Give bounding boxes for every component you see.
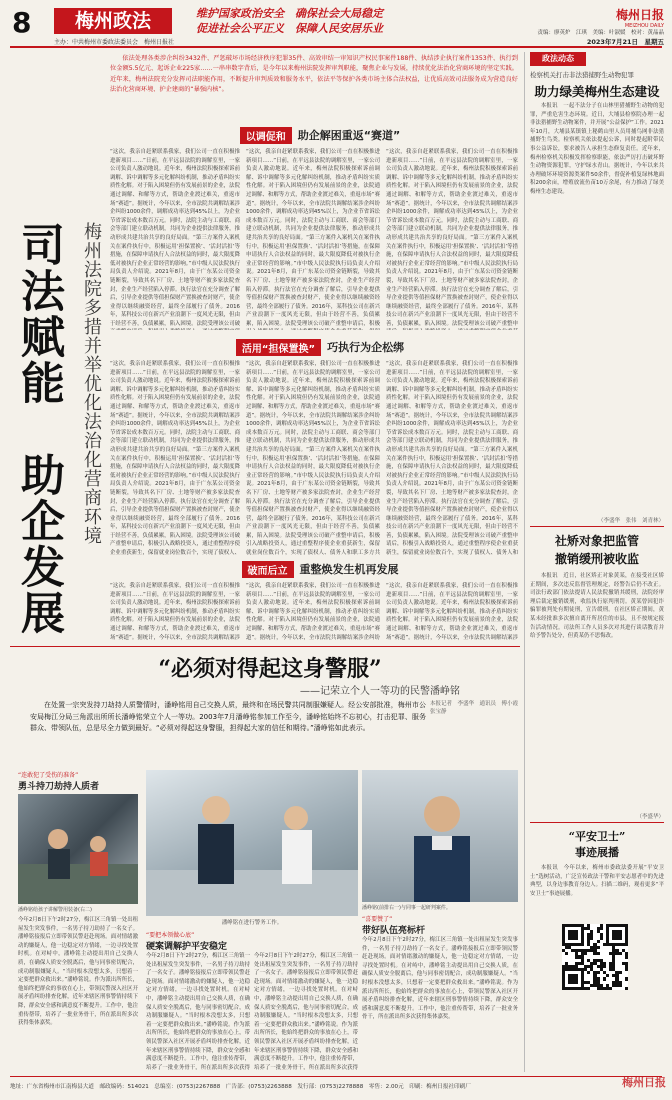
masthead	[0, 0, 672, 46]
feature-col-3: 今年2月8日下午2时27分，梅江区三角镇一处出租屋发生突发事件，一名男子持刀劫持了一名女子。潘峥铭接报后立即带领民警赶赴现场。面对情绪激动的嫌疑人，他一边稳定对方情绪，一边寻找处置时机。在对峙中，潘峥铭主动提出用自己交换人质，在确保人质安全脱离后，他与同事密切配合，成功制服嫌疑人。“当时根本没想太多，只想着一定要把群众救出来。”潘峥铭说。作为派出所所长，他始终把群众的事放在心上，带领民警深入社区开展矛盾纠纷排查化解，近年来辖区刑事警情持续下降，群众安全感和满意度不断提升。工作中，他注重传帮带，培养了一批业务骨干，所在派出所多次获得	[254, 953, 358, 1070]
article2-title-2: 撤销缓刑被收监	[554, 552, 639, 566]
logo	[566, 6, 664, 29]
article2-byline: （李盛华）	[636, 814, 664, 820]
article2-body: 本报讯 近日，社区矫正对象黄某，在接受社区矫正期间，多次违反监督管理规定，经警告后仍不改正。司法行政部门依法提请人民法院撤销其缓刑，法院经审理后裁定撤销缓刑，收监执行原判刑罚。黄某曾因犯诈骗罪被判处有期徒刑，宣告缓刑。在社区矫正期间，黄某未经批准多次擅自离开所居住的市县，且不按规定报告活动情况。司法所工作人员多次对其进行谈话教育并给予警告处分，但黄某仍不思悔改。	[530, 573, 664, 640]
lead-story	[10, 52, 520, 642]
issue-date: 2023年7月21日 星期五	[586, 38, 664, 46]
box2-title: 硬案调解护平安稳定	[146, 942, 228, 952]
article3-body: 本报讯 今年以来，梅州市委政法委开展“平安卫士”选树活动，广泛宣传政法干警和平安志愿者中的先进典型，以身边事教育身边人。扫描二维码，观看更多“平安卫士”事迹展播。	[530, 865, 664, 897]
footer-text: 地址：广东省梅州市江南梅县大道 邮政编码：514021 总编室：(0753)2267888 广告部：(0753)2263888 发行部：(0753)2278888 零售：2.00元 印刷：梅州日报社印刷厂	[10, 1084, 471, 1090]
editors: 责编：廖英炉 江琪 美编：叶淑媛 校对：黄晶晶	[537, 30, 664, 36]
lead-body-7: “这次，我亲自赶紧联系我家，我们公司一直在积极推进新项目……”日前，在平远县法院的调解室里，一家公司负责人激动地说。近年来，梅州法院积极探索诉前调解、诉中调解等多元化解纠纷机制，推动矛盾纠纷实质性化解。对于陷入困境但仍有发展前景的企业，法院通过调解、和解等方式，帮助企业渡过难关，重返市场“赛道”。据统计，今年以来，全市法院共调解结案涉	[110, 583, 240, 641]
slogan-1a: 维护国家政治安全	[196, 7, 284, 20]
article1-byline: （李盛华 张伟 刘青林）	[597, 518, 664, 524]
feature-box2-head	[146, 930, 276, 952]
article1-sub: 检察机关打击非法猎捕野生动物犯罪	[530, 71, 634, 79]
section-title: 梅州政法	[54, 8, 172, 34]
sidebar	[530, 52, 664, 1072]
feature-col-2: 今年2月8日下午2时27分，梅江区三角镇一处出租屋发生突发事件，一名男子持刀劫持了一名女子。潘峥铭接报后立即带领民警赶赴现场。面对情绪激动的嫌疑人，他一边稳定对方情绪，一边寻找处置时机。在对峙中，潘峥铭主动提出用自己交换人质，在确保人质安全脱离后，他与同事密切配合，成功制服嫌疑人。“当时根本没想太多，只想着一定要把群众救出来。”潘峥铭说。作为派出所所长，他始终把群众的事放在心上，带领民警深入社区开展矛盾纠纷排查化解，近年来辖区刑事警情持续下降，群众安全感和满意度不断提升。工作中，他注重传帮带，培养了一批业务骨干，所在派出所多次获得	[146, 953, 250, 1070]
photo-caption-mid: 潘峥铭在进行警务工作。	[221, 920, 283, 926]
slogan-2a: 促进社会公平正义	[196, 22, 284, 35]
section2-title: 巧执行为企松绑	[327, 341, 405, 354]
box3-title: 带好队伍亮标杆	[362, 926, 426, 936]
photo-police-work-icon	[146, 770, 358, 916]
lead-body-6: “这次，我亲自赶紧联系我家，我们公司一直在积极推进新项目……”日前，在平远县法院的调解室里，一家公司负责人激动地说。近年来，梅州法院积极探索诉前调解、诉中调解等多元化解纠纷机制，推动矛盾纠纷实质性化解。对于陷入困境但仍有发展前景的企业，法院通过调解、和解等方式，帮助企业渡过难关，重返市场“赛道”。据统计，今年以来，全市法院共调解结案涉企纠纷1000余件，调解成功率达到45%以上，为企业节省诉讼成本数百万元。同时，法院主动与工商联、商会等部门建立联动机制，共同为企业提供法律服务，推动形成共建共治共享的良好局面。“第三方案件入案机关在案件执行中，积极运用‘担保置换’、‘活封活扣’等措施，在保障申请执行人合法权益的同时，最大限度降低对被执行企业正常经营的影响。”市中级人民法院执行局负责人介绍说。2021年8月，由于广东某公司资金链断裂，导致其名下厂房、土地等财产被多家法院查封，企业生产经营陷入停滞。执行法官在充分调查了解后，引导企业提供等值担保财产置换被查封财产，使企业得以继续融资经营，最终全部履行了债务。2016年，某科技公司在新兴产业浪潮下一度风光无限，但由于经营不善，负债累累，陷入困境。法院受理该公司破产重整申请后，积极引入战略投资人，通过重整程序使企业重获新生，保留就业岗位数百个，实现了债权人、债务人和	[386, 361, 518, 556]
section3-title: 重整焕发生机再发展	[299, 563, 399, 576]
lead-subhead-vertical: 梅州法院多措并举优化法治化营商环境	[81, 222, 102, 545]
article1-title: 助力绿美梅州生态建设	[534, 84, 660, 99]
feature-story	[10, 652, 524, 1072]
page-number: 8	[12, 6, 32, 39]
sponsors: 主办：中共梅州市委政法委员会 梅州日报社	[54, 39, 175, 46]
lead-headline-vertical: 司法赋能 助企发展	[13, 222, 64, 636]
photo-kids-equipment	[18, 794, 138, 904]
feature-col-1: 今年2月8日下午2时27分，梅江区三角镇一处出租屋发生突发事件，一名男子持刀劫持了一名女子。潘峥铭接报后立即带领民警赶赴现场。面对情绪激动的嫌疑人，他一边稳定对方情绪，一边寻找处置时机。在对峙中，潘峥铭主动提出用自己交换人质，在确保人质安全脱离后，他与同事密切配合，成功制服嫌疑人。“当时根本没想太多，只想着一定要把群众救出来。”潘峥铭说。作为派出所所长，他始终把群众的事放在心上，带领民警深入社区开展矛盾纠纷排查化解，近年来辖区刑事警情持续下降，群众安全感和满意度不断提升。工作中，他注重传帮带，培养了一批业务骨干，所在派出所多次获得集体嘉奖。	[18, 917, 138, 1027]
lead-section2-head	[160, 338, 480, 356]
sidebar-rule-1	[530, 526, 664, 527]
lead-intro: 依法处理各类涉企纠纷3432件、严惩破坏市场经济秩序犯罪35件、高效审结一审知识产权民事案件188件、执结涉企执行案件1353件、执行到位金额5.5亿元、起诉企业225家……一串串数字背后，是今年以来梅州法院发挥审判职能，聚焦企业与发展，持续优化法治化营商环境的坚定实践。近年来，梅州法院充分发挥司法职能作用，不断提升审判质效和服务水平，依法平等保护各类市场主体合法权益，让优质高效司法服务成为营造良好法治化营商环境、护企建商的“暴强内核”。	[110, 55, 518, 94]
slogan-2b: 保障人民安居乐业	[295, 22, 383, 35]
lead-body-2: “这次，我亲自赶紧联系我家，我们公司一直在积极推进新项目……”日前，在平远县法院的调解室里，一家公司负责人激动地说。近年来，梅州法院积极探索诉前调解、诉中调解等多元化解纠纷机制，推动矛盾纠纷实质性化解。对于陷入困境但仍有发展前景的企业，法院通过调解、和解等方式，帮助企业渡过难关，重返市场“赛道”。据统计，今年以来，全市法院共调解结案涉企纠纷1000余件，调解成功率达到45%以上，为企业节省诉讼成本数百万元。同时，法院主动与工商联、商会等部门建立联动机制，共同为企业提供法律服务，推动形成共建共治共享的良好局面。“第三方案件入案机关在案件执行中，积极运用‘担保置换’、‘活封活扣’等措施，在保障申请执行人合法权益的同时，最大限度降低对被执行企业正常经营的影响。”市中级人民法院执行局负责人介绍说。2021年8月，由于广东某公司资金链断裂，导致其名下厂房、土地等财产被多家法院查封，企业生产经营陷入停滞。执行法官在充分调查了解后，引导企业提供等值担保财产置换被查封财产，使企业得以继续融资经营，最终全部履行了债务。2016年，某科技公司在新兴产业浪潮下一度风光无限，但由于经营不善，负债累累，陷入困境。法院受理该公司破产重整申请后，积极	[246, 149, 380, 327]
photo-police-work	[146, 770, 358, 916]
lead-body-4: “这次，我亲自赶紧联系我家，我们公司一直在积极推进新项目……”日前，在平远县法院的调解室里，一家公司负责人激动地说。近年来，梅州法院积极探索诉前调解、诉中调解等多元化解纠纷机制，推动矛盾纠纷实质性化解。对于陷入困境但仍有发展前景的企业，法院通过调解、和解等方式，帮助企业渡过难关，重返市场“赛道”。据统计，今年以来，全市法院共调解结案涉企纠纷1000余件，调解成功率达到45%以上，为企业节省诉讼成本数百万元。同时，法院主动与工商联、商会等部门建立联动机制，共同为企业提供法律服务，推动形成共建共治共享的良好局面。“第三方案件入案机关在案件执行中，积极运用‘担保置换’、‘活封活扣’等措施，在保障申请执行人合法权益的同时，最大限度降低对被执行企业正常经营的影响。”市中级人民法院执行局负责人介绍说。2021年8月，由于广东某公司资金链断裂，导致其名下厂房、土地等财产被多家法院查封，企业生产经营陷入停滞。执行法官在充分调查了解后，引导企业提供等值担保财产置换被查封财产，使企业得以继续融资经营，最终全部履行了债务。2016年，某科技公司在新兴产业浪潮下一度风光无限，但由于经营不善，负债累累，陷入困境。法院受理该公司破产重整申请后，积极引入战略投资人，通过重整程序使企业重获新生，保留就业岗位数百个，实现了债权人、	[110, 361, 240, 556]
sidebar-tag: 政法动态	[530, 52, 586, 66]
logo-en: MEIZHOU DAILY	[624, 23, 664, 29]
logo-text: 梅州日报	[615, 8, 664, 22]
photo-officer-portrait	[362, 770, 518, 902]
article3-title-1: “平安卫士”	[568, 830, 626, 843]
photo-caption-left: 潘峥铭给孩子讲解警用装备(右二)	[18, 907, 92, 913]
lead-section1-head	[160, 126, 480, 144]
masthead-rule	[10, 46, 662, 48]
footer-watermark: 梅州日报	[622, 1076, 666, 1089]
section3-tag: 破而后立	[242, 561, 294, 578]
feature-headline: “必须对得起这身警服”	[158, 656, 382, 682]
box1-title: 勇斗持刀劫持人质者	[18, 782, 100, 792]
article2-title-1: 社矫对象把监管	[554, 534, 639, 548]
photo-officer-portrait-icon	[362, 770, 518, 902]
lead-body-3: “这次，我亲自赶紧联系我家，我们公司一直在积极推进新项目……”日前，在平远县法院的调解室里，一家公司负责人激动地说。近年来，梅州法院积极探索诉前调解、诉中调解等多元化解纠纷机制，推动矛盾纠纷实质性化解。对于陷入困境但仍有发展前景的企业，法院通过调解、和解等方式，帮助企业渡过难关，重返市场“赛道”。据统计，今年以来，全市法院共调解结案涉企纠纷1000余件，调解成功率达到45%以上，为企业节省诉讼成本数百万元。同时，法院主动与工商联、商会等部门建立联动机制，共同为企业提供法律服务，推动形成共建共治共享的良好局面。“第三方案件入案机关在案件执行中，积极运用‘担保置换’、‘活封活扣’等措施，在保障申请执行人合法权益的同时，最大限度降低对被执行企业正常经营的影响。”市中级人民法院执行局负责人介绍说。2021年8月，由于广东某公司资金链断裂，导致其名下厂房、土地等财产被多家法院查封，企业生产经营陷入停滞。执行法官在充分调查了解后，引导企业提供等值担保财产置换被查封财产，使企业得以继续融资经营，最终全部履行了债务。2016年，某科技公司在新兴产业浪潮下一度风光无限，但由于经营不善，负债累累，陷入困境。法院受理该公司破产重整申	[386, 149, 518, 327]
column-divider	[524, 52, 525, 1072]
lead-body-1: “这次，我亲自赶紧联系我家，我们公司一直在积极推进新项目……”日前，在平远县法院的调解室里，一家公司负责人激动地说。近年来，梅州法院积极探索诉前调解、诉中调解等多元化解纠纷机制，推动矛盾纠纷实质性化解。对于陷入困境但仍有发展前景的企业，法院通过调解、和解等方式，帮助企业渡过难关，重返市场“赛道”。据统计，今年以来，全市法院共调解结案涉企纠纷1000余件，调解成功率达到45%以上，为企业节省诉讼成本数百万元。同时，法院主动与工商联、商会等部门建立联动机制，共同为企业提供法律服务，推动形成共建共治共享的良好局面。“第三方案件入案机关在案件执行中，积极运用‘担保置换’、‘活封活扣’等措施，在保障申请执行人合法权益的同时，最大限度降低对被执行企业正常经营的影响。”市中级人民法院执行局负责人介绍说。2021年8月，由于广东某公司资金链断裂，导致其名下厂房、土地等财产被多家法院查封，企业生产经营陷入停滞。执行法官在充分调查了解后，引导企业提供等值担保财产置换被查封财产，使企业得以继续融资经营，最终全部履行了债务。2016年，某科技公司在新兴产业浪潮下一度风光无限，但由于经营不善，负债累累，陷入困境。法院受理该公司破	[110, 149, 240, 327]
lead-body-5: “这次，我亲自赶紧联系我家，我们公司一直在积极推进新项目……”日前，在平远县法院的调解室里，一家公司负责人激动地说。近年来，梅州法院积极探索诉前调解、诉中调解等多元化解纠纷机制，推动矛盾纠纷实质性化解。对于陷入困境但仍有发展前景的企业，法院通过调解、和解等方式，帮助企业渡过难关，重返市场“赛道”。据统计，今年以来，全市法院共调解结案涉企纠纷1000余件，调解成功率达到45%以上，为企业节省诉讼成本数百万元。同时，法院主动与工商联、商会等部门建立联动机制，共同为企业提供法律服务，推动形成共建共治共享的良好局面。“第三方案件入案机关在案件执行中，积极运用‘担保置换’、‘活封活扣’等措施，在保障申请执行人合法权益的同时，最大限度降低对被执行企业正常经营的影响。”市中级人民法院执行局负责人介绍说。2021年8月，由于广东某公司资金链断裂，导致其名下厂房、土地等财产被多家法院查封，企业生产经营陷入停滞。执行法官在充分调查了解后，引导企业提供等值担保财产置换被查封财产，使企业得以继续融资经营，最终全部履行了债务。2016年，某科技公司在新兴产业浪潮下一度风光无限，但由于经营不善，负债累累，陷入困境。法院受理该公司破产重整申请后，积极引入战略投资人，通过重整程序使企业重获新生，保留就业岗位数百个，实现了债权人、债务人和职工多方共	[246, 361, 380, 556]
feature-byline: 本报记者 李盛华 通讯员 傅小霞 张宝静	[430, 701, 524, 715]
lead-bottom-rule	[10, 646, 520, 647]
box1-tag: “连敢犯了受伤的准备”	[18, 772, 79, 779]
slogan-1b: 确保社会大局稳定	[295, 7, 383, 20]
lead-body-9: “这次，我亲自赶紧联系我家，我们公司一直在积极推进新项目……”日前，在平远县法院的调解室里，一家公司负责人激动地说。近年来，梅州法院积极探索诉前调解、诉中调解等多元化解纠纷机制，推动矛盾纠纷实质性化解。对于陷入困境但仍有发展前景的企业，法院通过调解、和解等方式，帮助企业渡过难关，重返市场“赛道”。据统计，今年以来，全市法院共调解结案涉	[386, 583, 518, 641]
slogan	[196, 6, 383, 36]
photo-caption-top: 潘峥铭(前排右一)与同事一起研判案件。	[362, 905, 451, 911]
footer-rule	[10, 1076, 662, 1077]
feature-box3-head	[362, 914, 518, 936]
photo-kids-equipment-icon	[18, 794, 138, 904]
lead-body-8: “这次，我亲自赶紧联系我家，我们公司一直在积极推进新项目……”日前，在平远县法院的调解室里，一家公司负责人激动地说。近年来，梅州法院积极探索诉前调解、诉中调解等多元化解纠纷机制，推动矛盾纠纷实质性化解。对于陷入困境但仍有发展前景的企业，法院通过调解、和解等方式，帮助企业渡过难关，重返市场“赛道”。据统计，今年以来，全市法院共调解结案涉企纠纷	[246, 583, 380, 641]
sidebar-rule-2	[530, 822, 664, 823]
box2-tag: “要把本领做心底”	[146, 932, 195, 939]
section2-tag: 活用“担保置换”	[236, 339, 321, 356]
section1-tag: 以调促和	[240, 127, 292, 144]
qr-code-icon[interactable]	[562, 924, 628, 990]
lead-section3-head	[160, 560, 480, 578]
feature-intro: 在处置一宗突发持刀劫持人质警情时，潘峥铭用自己交换人质，最终和在场民警共同制服嫌疑人。经公安部批准，梅州市公安局梅江分局三角派出所所长潘峥铭荣立个人一等功。2003年7月潘峥铭参加工作至今，潘峥铭始终不忘初心，打击犯罪、服务群众、带领队伍，总是尽全力做到最好。“必须对得起这身警服，担得起大家的信任和期待。”潘峥铭如此表示。	[30, 701, 426, 732]
feature-box1-head	[18, 770, 128, 792]
feature-subhead: ——记荣立个人一等功的民警潘峥铭	[300, 686, 460, 697]
article1-body: 本报讯 一起不法分子在山林里猎捕野生动物的犯罪，严重危害生态环境。近日，大埔县检察院办理一起非法猎捕野生动物案件，并开展“公益保护”工作。2021年10月，大埔县某镇镇上秘鹤山里人员用捕鸟网非法猎捕野生鸟类。检察机关依法提起公诉，同时提起附带民事公益诉讼，要求被告人承担生态修复责任。近年来，梅州检察机关积极发挥检察职能，依法严厉打击破坏野生动物资源犯罪，守护绿水青山。据统计，今年以来共办理破坏环境资源类案件50余件，督促补植复绿林地面积200余亩，增殖放流鱼苗10万余尾，有力推动了绿美梅州生态建设。	[530, 103, 664, 195]
article3-title-2: 事迹展播	[575, 846, 619, 859]
section1-title: 助企解困重返“赛道”	[297, 129, 401, 142]
box3-tag: “喜要赞了”	[362, 916, 393, 923]
feature-col-4: 今年2月8日下午2时27分，梅江区三角镇一处出租屋发生突发事件，一名男子持刀劫持了一名女子。潘峥铭接报后立即带领民警赶赴现场。面对情绪激动的嫌疑人，他一边稳定对方情绪，一边寻找处置时机。在对峙中，潘峥铭主动提出用自己交换人质，在确保人质安全脱离后，他与同事密切配合，成功制服嫌疑人。“当时根本没想太多，只想着一定要把群众救出来。”潘峥铭说。作为派出所所长，他始终把群众的事放在心上，带领民警深入社区开展矛盾纠纷排查化解，近年来辖区刑事警情持续下降，群众安全感和满意度不断提升。工作中，他注重传帮带，培养了一批业务骨干，所在派出所多次获得集体嘉奖。	[362, 937, 518, 1021]
